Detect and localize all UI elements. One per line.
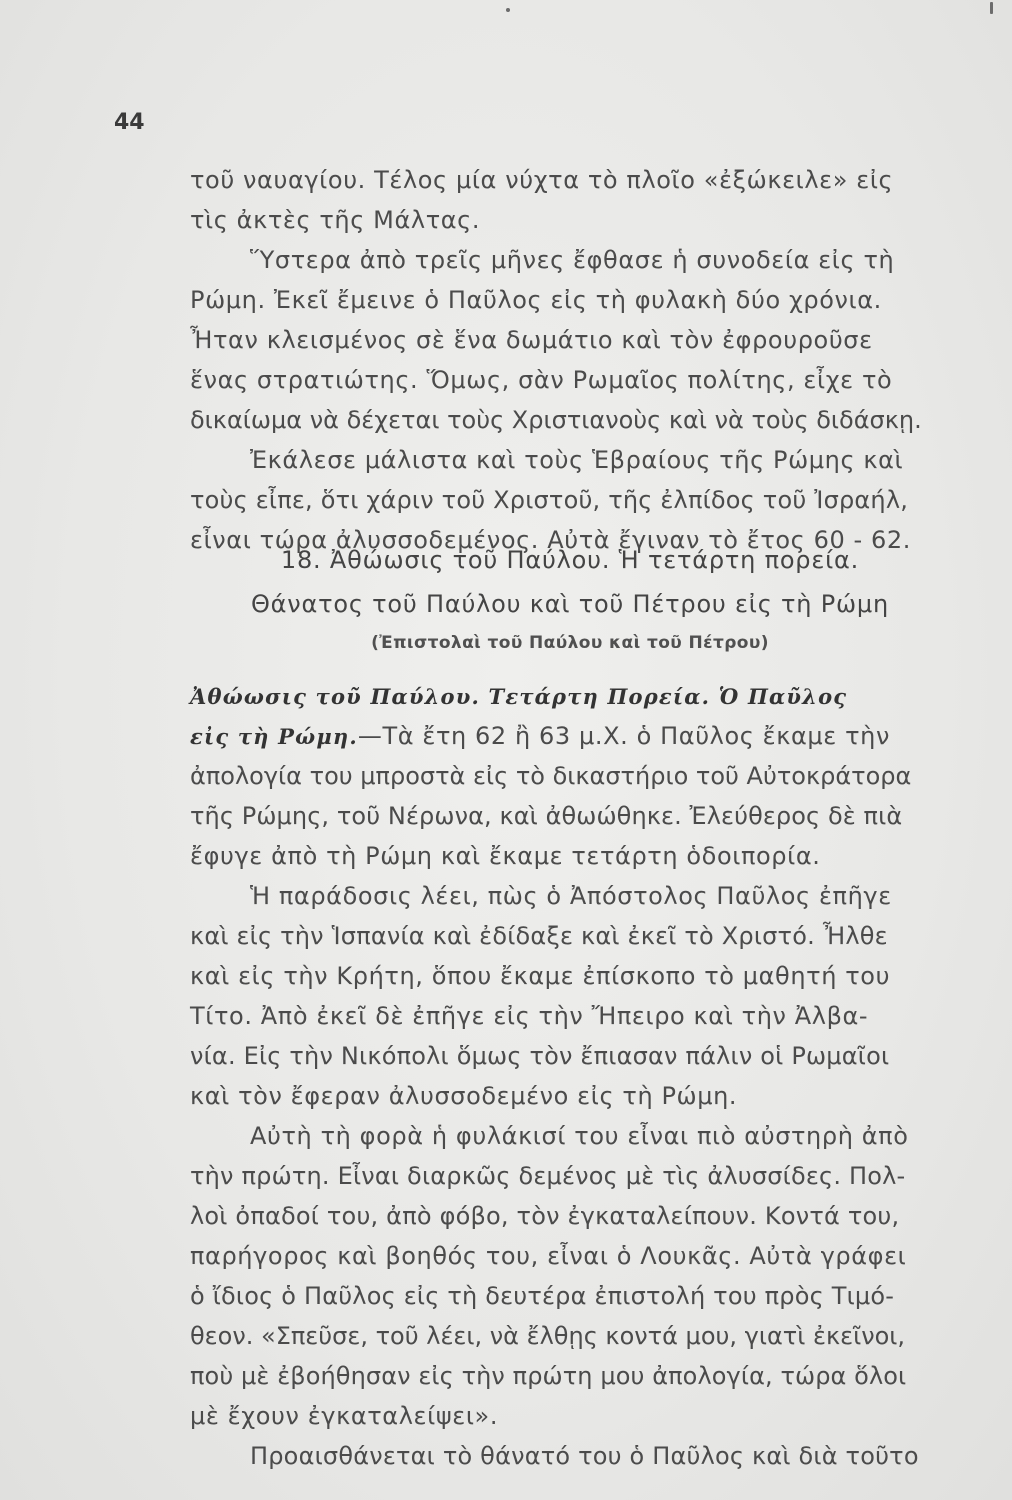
section-sources: (Ἐπιστολαὶ τοῦ Παύλου καὶ τοῦ Πέτρου) xyxy=(371,633,769,653)
page-number: 44 xyxy=(114,110,145,135)
paper-speck xyxy=(506,8,510,12)
paper-speck xyxy=(990,2,993,14)
section-subheading: Θάνατος τοῦ Παύλου καὶ τοῦ Πέτρου εἰς τὴ Ρώμη xyxy=(250,590,889,618)
text-line: ποὺ μὲ ἐβοήθησαν εἰς τὴν πρώτη μου ἀπολογία, τώρα ὅλοι xyxy=(190,1362,907,1390)
text-line: Αὐτὴ τὴ φορὰ ἡ φυλάκισί του εἶναι πιὸ αὐστηρὴ ἀπὸ xyxy=(250,1122,909,1150)
text-line: Ἐκάλεσε μάλιστα καὶ τοὺς Ἑβραίους τῆς Ρώμης καὶ xyxy=(250,446,904,474)
text-line: λοὶ ὀπαδοί του, ἀπὸ φόβο, τὸν ἐγκαταλείπουν. Κοντά του, xyxy=(190,1202,900,1230)
text-line xyxy=(190,716,950,756)
text-line: Ὕστερα ἀπὸ τρεῖς μῆνες ἔφθασε ἡ συνοδεία εἰς τὴ xyxy=(250,246,895,274)
text-line: ἀπολογία του μπροστὰ εἰς τὸ δικαστήριο τοῦ Αὐτοκράτορα xyxy=(190,762,912,790)
text-line: Ρώμη. Ἐκεῖ ἔμεινε ὁ Παῦλος εἰς τὴ φυλακὴ δύο χρόνια. xyxy=(190,286,882,314)
section-heading: 18. Ἀθώωσις τοῦ Παύλου. Ἡ τετάρτη πορεία. xyxy=(280,546,860,574)
text-line: τὴν πρώτη. Εἶναι διαρκῶς δεμένος μὲ τὶς ἀλυσσίδες. Πολ- xyxy=(190,1162,906,1190)
text-line: Ἦταν κλεισμένος σὲ ἕνα δωμάτιο καὶ τὸν ἐφρουροῦσε xyxy=(190,326,873,354)
text-line: Προαισθάνεται τὸ θάνατό του ὁ Παῦλος καὶ διὰ τοῦτο xyxy=(250,1442,919,1470)
text-line: καὶ τὸν ἔφεραν ἀλυσσοδεμένο εἰς τὴ Ρώμη. xyxy=(190,1082,738,1110)
text-line: ἔφυγε ἀπὸ τὴ Ρώμη καὶ ἔκαμε τετάρτη ὁδοιπορία. xyxy=(190,842,821,870)
text-line: τῆς Ρώμης, τοῦ Νέρωνα, καὶ ἀθωώθηκε. Ἐλεύθερος δὲ πιὰ xyxy=(190,802,903,830)
text-line: παρήγορος καὶ βοηθός του, εἶναι ὁ Λουκᾶς. Αὐτὰ γράφει xyxy=(190,1242,907,1270)
text-line xyxy=(190,676,950,716)
text-line: μὲ ἔχουν ἐγκαταλείψει». xyxy=(190,1402,499,1430)
intro-paragraphs xyxy=(190,160,950,560)
text-line: τὶς ἀκτὲς τῆς Μάλτας. xyxy=(190,206,481,234)
text-line: τοῦ ναυαγίου. Τέλος μία νύχτα τὸ πλοῖο «ἐξώκειλε» εἰς xyxy=(190,166,894,194)
text-line: εἶναι τώρα ἀλυσσοδεμένος. Αὐτὰ ἔγιναν τὸ ἔτος 60 - 62. xyxy=(190,526,912,554)
text-line: νία. Εἰς τὴν Νικόπολι ὅμως τὸν ἔπιασαν πάλιν οἱ Ρωμαῖοι xyxy=(190,1042,890,1070)
text-line: ὁ ἴδιος ὁ Παῦλος εἰς τὴ δευτέρα ἐπιστολή του πρὸς Τιμό- xyxy=(190,1282,895,1310)
text-line: καὶ εἰς τὴν Ἱσπανία καὶ ἐδίδαξε καὶ ἐκεῖ τὸ Χριστό. Ἦλθε xyxy=(190,922,888,950)
italic-run-in-title: εἰς τὴ Ρώμη. xyxy=(190,724,358,749)
section-header xyxy=(190,538,950,658)
main-paragraphs xyxy=(190,676,950,1476)
text-line: θεον. «Σπεῦσε, τοῦ λέει, νὰ ἔλθῃς κοντά μου, γιατὶ ἐκεῖνοι, xyxy=(190,1322,906,1350)
text-line: Τίτο. Ἀπὸ ἐκεῖ δὲ ἐπῆγε εἰς τὴν Ἤπειρο καὶ τὴν Ἀλβα- xyxy=(190,1002,869,1030)
text-line: Ἡ παράδοσις λέει, πὼς ὁ Ἀπόστολος Παῦλος ἐπῆγε xyxy=(250,882,892,910)
text-line: ἕνας στρατιώτης. Ὅμως, σὰν Ρωμαῖος πολίτης, εἶχε τὸ xyxy=(190,366,893,394)
text-line: δικαίωμα νὰ δέχεται τοὺς Χριστιανοὺς καὶ νὰ τοὺς διδάσκῃ. xyxy=(190,406,922,434)
text-line: τοὺς εἶπε, ὅτι χάριν τοῦ Χριστοῦ, τῆς ἐλπίδος τοῦ Ἰσραήλ, xyxy=(190,486,909,514)
text-run: —Τὰ ἔτη 62 ἢ 63 μ.Χ. ὁ Παῦλος ἔκαμε τὴν xyxy=(357,722,890,750)
text-line: καὶ εἰς τὴν Κρήτη, ὅπου ἔκαμε ἐπίσκοπο τὸ μαθητή του xyxy=(190,962,891,990)
italic-run-in-title: Ἀθώωσις τοῦ Παύλου. Τετάρτη Πορεία. Ὁ Παῦλος xyxy=(190,684,848,709)
